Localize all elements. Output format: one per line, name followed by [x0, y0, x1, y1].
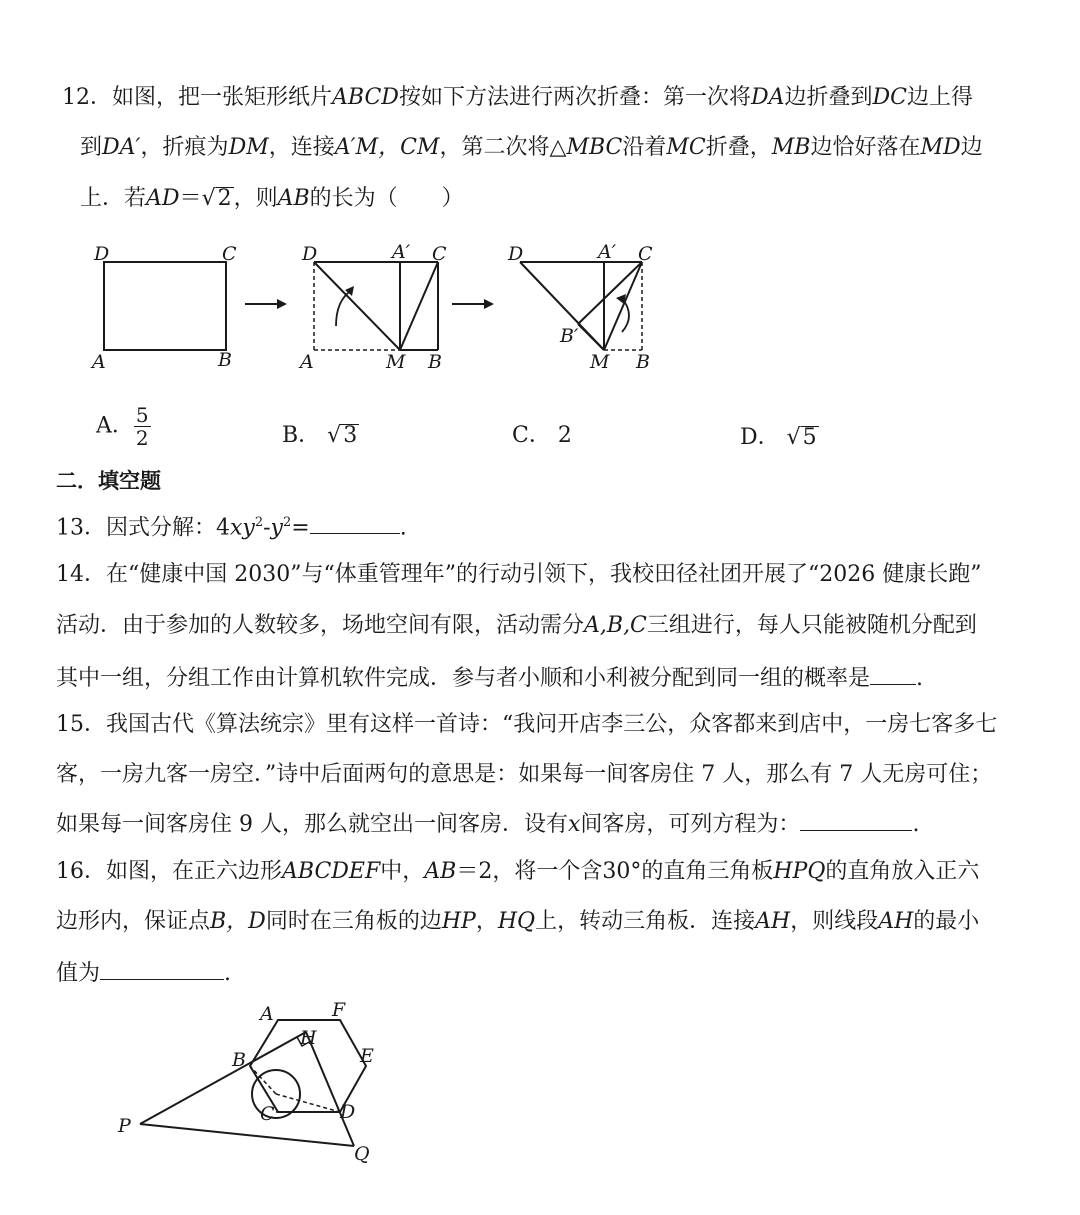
- q16-text: ＝2，将一个含30°的直角三角板: [456, 859, 774, 884]
- q13-end: .: [399, 515, 407, 541]
- q16-text: 边形内，保证点: [56, 909, 211, 934]
- fig1-label-c: C: [222, 243, 237, 265]
- q12-da-prime: DA′: [102, 135, 141, 160]
- triangle-side-hp: [140, 1032, 306, 1124]
- fig2-label-b: B: [428, 351, 442, 373]
- section-title: 二．填空题: [56, 469, 161, 493]
- q12-option-c[interactable]: [512, 418, 572, 449]
- q16-line2: [56, 907, 979, 937]
- fig2-label-m: M: [386, 351, 406, 373]
- q13-exponent: 2: [254, 515, 264, 530]
- q12-text: 边上得: [906, 85, 973, 110]
- q12-text: ，第二次将△: [439, 135, 567, 160]
- q13-equals: =: [291, 515, 310, 541]
- q16-ah: AH: [755, 909, 791, 934]
- q14-line3: [56, 662, 923, 694]
- fig3-label-b-prime: B′: [560, 325, 579, 347]
- q12-md: MD: [920, 135, 961, 160]
- q12-line3: 上．若AD＝√2，则AB的长为（ ）: [80, 186, 464, 211]
- q12-text: 12．如图，把一张矩形纸片: [62, 85, 332, 110]
- q15-end: .: [912, 812, 920, 837]
- q12-text: ，则: [233, 186, 278, 211]
- q15-line1: 15．我国古代《算法统宗》里有这样一首诗：“我问开店李三公，众客都来到店中，一房七客多七: [56, 712, 998, 737]
- q12-text: 折叠，: [705, 135, 772, 160]
- q13-text: 13．因式分解：4: [56, 515, 230, 541]
- q14-text: 活动．由于参加的人数较多，场地空间有限，活动需分: [56, 613, 585, 638]
- q12-am-cm: A′M，CM: [334, 135, 440, 160]
- fig16-label-p: P: [118, 1115, 131, 1137]
- q14-end: .: [916, 666, 924, 691]
- q15-answer-blank[interactable]: [800, 808, 912, 831]
- fig2-label-d: D: [302, 243, 318, 265]
- option-b-label: B．: [282, 423, 321, 448]
- fraction: [134, 404, 151, 449]
- q12-option-d[interactable]: D． √5: [740, 425, 817, 450]
- q16-abcdef: ABCDEF: [282, 859, 381, 884]
- q12-text: 上．若: [80, 186, 147, 211]
- fig3-label-b: B: [636, 351, 650, 373]
- arrow-right-icon: [243, 296, 289, 312]
- q13-line: [56, 508, 407, 543]
- q14-line2: [56, 611, 977, 641]
- q16-text: 值为: [56, 961, 101, 986]
- q12-dc: DC: [872, 85, 907, 110]
- q12-text: 沿着: [622, 135, 667, 160]
- q13-answer-blank[interactable]: [310, 511, 400, 534]
- q16-sep: ，: [475, 909, 498, 934]
- fig16-label-e: E: [360, 1045, 374, 1067]
- fig3-label-a-prime: A′: [598, 241, 617, 263]
- fraction-denominator: 2: [135, 426, 149, 450]
- q14-line1: 14．在“健康中国 2030”与“体重管理年”的行动引领下，我校田径社团开展了“2026 健康长跑”: [56, 562, 982, 587]
- q12-da: DA: [750, 85, 785, 110]
- q15-line3: [56, 808, 919, 840]
- option-a-label: A．: [96, 413, 134, 439]
- q16-end: .: [224, 961, 232, 986]
- q16-answer-blank[interactable]: [100, 957, 224, 980]
- q12-text: 的长为（ ）: [309, 186, 464, 211]
- q12-eq: ＝: [179, 186, 202, 211]
- q12-text: 按如下方法进行两次折叠：第一次将: [398, 85, 751, 110]
- option-d-value: 5: [802, 425, 817, 450]
- option-b-value: 3: [343, 423, 358, 448]
- fig3-label-d: D: [508, 243, 524, 265]
- q16-text: 同时在三角板的边: [265, 909, 442, 934]
- q12-text: 到: [80, 135, 103, 160]
- fig1-label-a: A: [92, 351, 106, 373]
- triangle-side-pq: [140, 1124, 354, 1146]
- rectangle-abcd: [104, 262, 226, 350]
- q14-abc: A,B,C: [584, 613, 647, 638]
- q16-text: 16．如图，在正六边形: [56, 859, 282, 884]
- q16-bd: B，D: [210, 909, 266, 934]
- q12-mbc: MBC: [566, 135, 623, 160]
- option-c-label: C．: [512, 423, 551, 448]
- fold-arrow-icon: [336, 290, 352, 326]
- q15-text: 间客房，可列方程为：: [580, 812, 801, 837]
- q12-text: ，折痕为: [140, 135, 229, 160]
- q16-line1: [56, 857, 979, 887]
- fig3-label-m: M: [590, 351, 610, 373]
- triangle-side-hq: [306, 1032, 354, 1146]
- fig16-label-h: H: [300, 1027, 317, 1049]
- q12-mc: MC: [666, 135, 706, 160]
- q12-dm: DM: [228, 135, 269, 160]
- q12-figure-2: [296, 238, 456, 378]
- q16-hq: HQ: [497, 909, 536, 934]
- fig3-label-c: C: [638, 243, 653, 265]
- q16-figure: [110, 1000, 400, 1170]
- q14-text: 其中一组，分组工作由计算机软件完成．参与者小顺和小利被分配到同一组的概率是: [56, 666, 871, 691]
- q15-text: 如果每一间客房住 9 人，那么就空出一间客房．设有: [56, 812, 568, 837]
- q12-option-b[interactable]: B． √3: [282, 423, 358, 448]
- q16-text: 的直角放入正六: [825, 859, 980, 884]
- q16-text: 中，: [380, 859, 425, 884]
- q12-ad: AD: [146, 186, 180, 211]
- q12-text: 边: [960, 135, 983, 160]
- fraction-numerator: 5: [135, 403, 149, 427]
- q12-mb: MB: [771, 135, 811, 160]
- q12-option-a[interactable]: [96, 404, 151, 449]
- fig16-label-d: D: [340, 1101, 356, 1123]
- q16-hpq: HPQ: [773, 859, 826, 884]
- option-c-value: 2: [557, 423, 572, 448]
- q12-text: 边折叠到: [784, 85, 873, 110]
- fig1-label-d: D: [94, 243, 110, 265]
- q15-line2: 客，一房九客一房空．”诗中后面两句的意思是：如果每一间客房住 7 人，那么有 7 人无房可住；: [56, 762, 993, 787]
- q13-y: -y: [263, 515, 283, 541]
- option-d-label: D．: [740, 425, 780, 450]
- q16-text: ，则线段: [790, 909, 879, 934]
- q14-answer-blank[interactable]: [870, 662, 916, 685]
- q12-figure-1: [90, 238, 250, 378]
- q13-exponent: 2: [283, 515, 292, 530]
- fig16-label-c: C: [260, 1103, 275, 1125]
- q12-text: ，连接: [268, 135, 335, 160]
- q12-line1: [62, 83, 973, 113]
- q16-ah: AH: [878, 909, 914, 934]
- q16-ab: AB: [424, 859, 457, 884]
- q16-text: 上，转动三角板．连接: [535, 909, 756, 934]
- fig1-label-b: B: [218, 349, 232, 371]
- q12-root2: 2: [217, 186, 232, 211]
- fig2-label-a: A: [300, 351, 314, 373]
- q12-text: 边恰好落在: [810, 135, 921, 160]
- q12-line2: [80, 133, 983, 163]
- arrow-right-icon: [450, 296, 496, 312]
- fig2-label-c: C: [432, 243, 447, 265]
- q12-ab: AB: [277, 186, 310, 211]
- q16-text: 的最小: [913, 909, 980, 934]
- fig16-label-b: B: [232, 1049, 246, 1071]
- fig16-label-f: F: [332, 999, 346, 1021]
- q16-hp: HP: [441, 909, 476, 934]
- q16-line3: [56, 957, 231, 989]
- q12-abcd: ABCD: [332, 85, 399, 110]
- fig16-label-a: A: [260, 1003, 274, 1025]
- fig2-label-a-prime: A′: [392, 241, 411, 263]
- q14-text: 三组进行，每人只能被随机分配到: [646, 613, 977, 638]
- q13-xy: xy: [230, 515, 255, 541]
- q12-figure-3: [504, 238, 674, 378]
- q15-x: x: [568, 812, 581, 837]
- fig16-label-q: Q: [354, 1143, 370, 1165]
